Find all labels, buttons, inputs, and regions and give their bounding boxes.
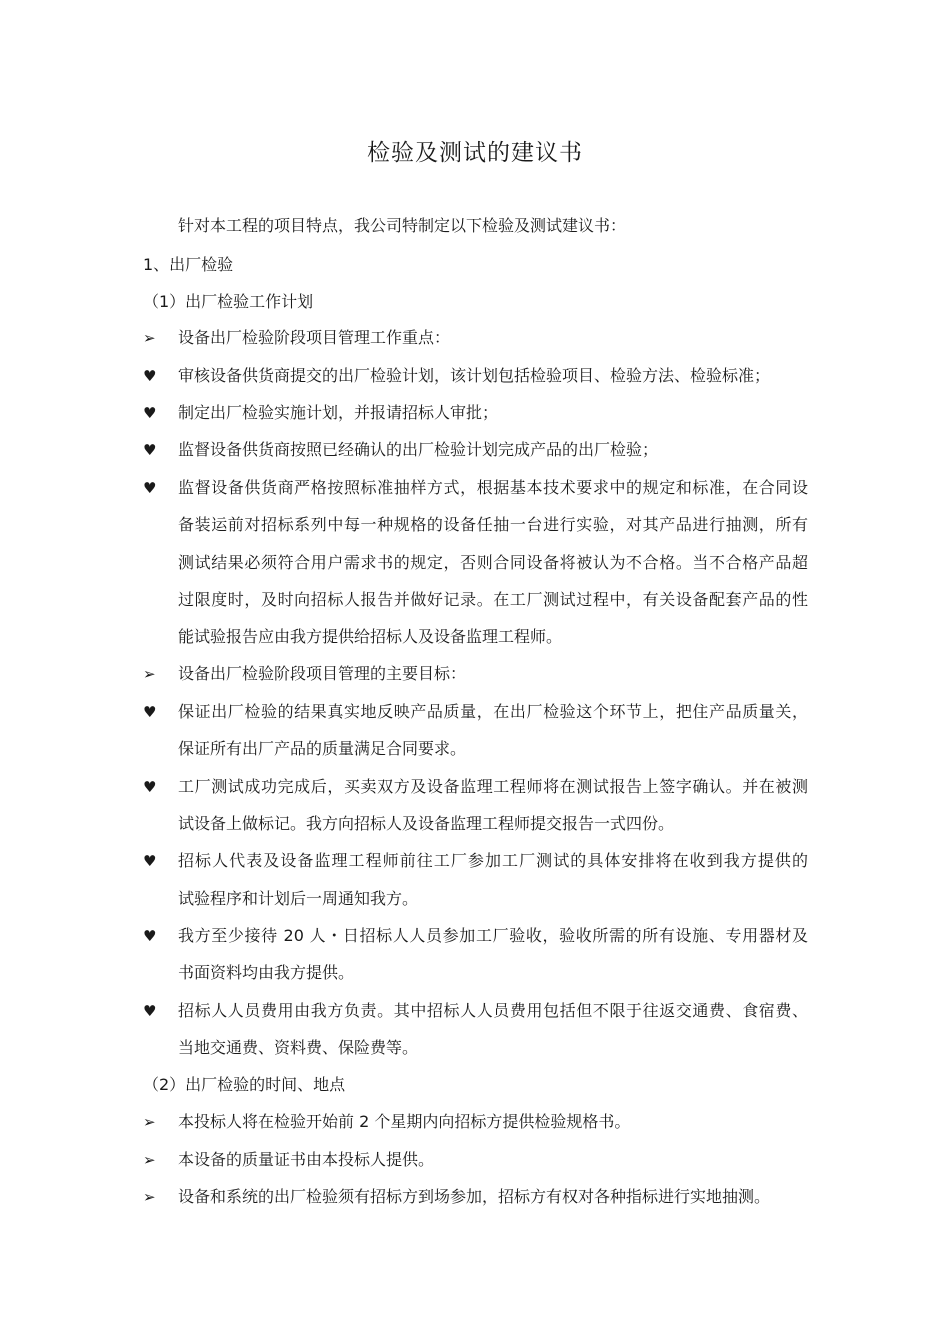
heart-bullet-icon: ♥ (143, 852, 157, 870)
key-point-item-line: 过限度时，及时向招标人报告并做好记录。在工厂测试过程中，有关设备配套产品的性 (178, 590, 808, 609)
key-point-item-line: 备装运前对招标系列中每一种规格的设备任抽一台进行实验，对其产品进行抽测，所有 (178, 515, 808, 534)
heart-bullet-icon: ♥ (143, 479, 157, 497)
goal-item-line: 当地交通费、资料费、保险费等。 (178, 1038, 419, 1057)
section-1-heading: 1、出厂检验 (143, 255, 234, 274)
goal-item-line: 招标人人员费用由我方负责。其中招标人人员费用包括但不限于往返交通费、食宿费、 (178, 1001, 808, 1020)
intro-paragraph: 针对本工程的项目特点，我公司特制定以下检验及测试建议书： (178, 216, 627, 235)
time-place-item: 本投标人将在检验开始前 2 个星期内向招标方提供检验规格书。 (178, 1112, 631, 1131)
subsection-2-heading: （2）出厂检验的时间、地点 (143, 1075, 346, 1094)
document-title: 检验及测试的建议书 (367, 140, 583, 166)
time-place-item: 本设备的质量证书由本投标人提供。 (178, 1150, 435, 1169)
key-point-item-line: 测试结果必须符合用户需求书的规定，否则合同设备将被认为不合格。当不合格产品超 (178, 553, 808, 572)
heart-bullet-icon: ♥ (143, 703, 157, 721)
arrow-bullet-icon: ➢ (143, 1113, 156, 1131)
key-point-item-line: 监督设备供货商严格按照标准抽样方式，根据基本技术要求中的规定和标准，在合同设 (178, 478, 808, 497)
main-goals-heading: 设备出厂检验阶段项目管理的主要目标： (178, 664, 467, 683)
key-point-item: 制定出厂检验实施计划，并报请招标人审批； (178, 403, 499, 422)
key-point-item: 监督设备供货商按照已经确认的出厂检验计划完成产品的出厂检验； (178, 440, 659, 459)
arrow-bullet-icon: ➢ (143, 1188, 156, 1206)
goal-item-line: 我方至少接待 20 人・日招标人人员参加工厂验收，验收所需的所有设施、专用器材及 (178, 926, 808, 945)
subsection-1-heading: （1）出厂检验工作计划 (143, 292, 314, 311)
heart-bullet-icon: ♥ (143, 778, 157, 796)
heart-bullet-icon: ♥ (143, 404, 157, 422)
key-points-heading: 设备出厂检验阶段项目管理工作重点： (178, 328, 451, 347)
time-place-item: 设备和系统的出厂检验须有招标方到场参加，招标方有权对各种指标进行实地抽测。 (178, 1187, 771, 1206)
heart-bullet-icon: ♥ (143, 1002, 157, 1020)
goal-item-line: 保证出厂检验的结果真实地反映产品质量，在出厂检验这个环节上，把住产品质量关， (178, 702, 808, 721)
goal-item-line: 书面资料均由我方提供。 (178, 963, 355, 982)
goal-item-line: 工厂测试成功完成后，买卖双方及设备监理工程师将在测试报告上签字确认。并在被测 (178, 777, 808, 796)
goal-item-line: 试设备上做标记。我方向招标人及设备监理工程师提交报告一式四份。 (178, 814, 675, 833)
heart-bullet-icon: ♥ (143, 927, 157, 945)
goal-item-line: 保证所有出厂产品的质量满足合同要求。 (178, 739, 467, 758)
arrow-bullet-icon: ➢ (143, 665, 156, 683)
arrow-bullet-icon: ➢ (143, 329, 156, 347)
heart-bullet-icon: ♥ (143, 441, 157, 459)
key-point-item: 审核设备供货商提交的出厂检验计划，该计划包括检验项目、检验方法、检验标准； (178, 366, 771, 385)
goal-item-line: 招标人代表及设备监理工程师前往工厂参加工厂测试的具体安排将在收到我方提供的 (178, 851, 808, 870)
arrow-bullet-icon: ➢ (143, 1151, 156, 1169)
heart-bullet-icon: ♥ (143, 367, 157, 385)
goal-item-line: 试验程序和计划后一周通知我方。 (178, 889, 419, 908)
key-point-item-line: 能试验报告应由我方提供给招标人及设备监理工程师。 (178, 627, 563, 646)
